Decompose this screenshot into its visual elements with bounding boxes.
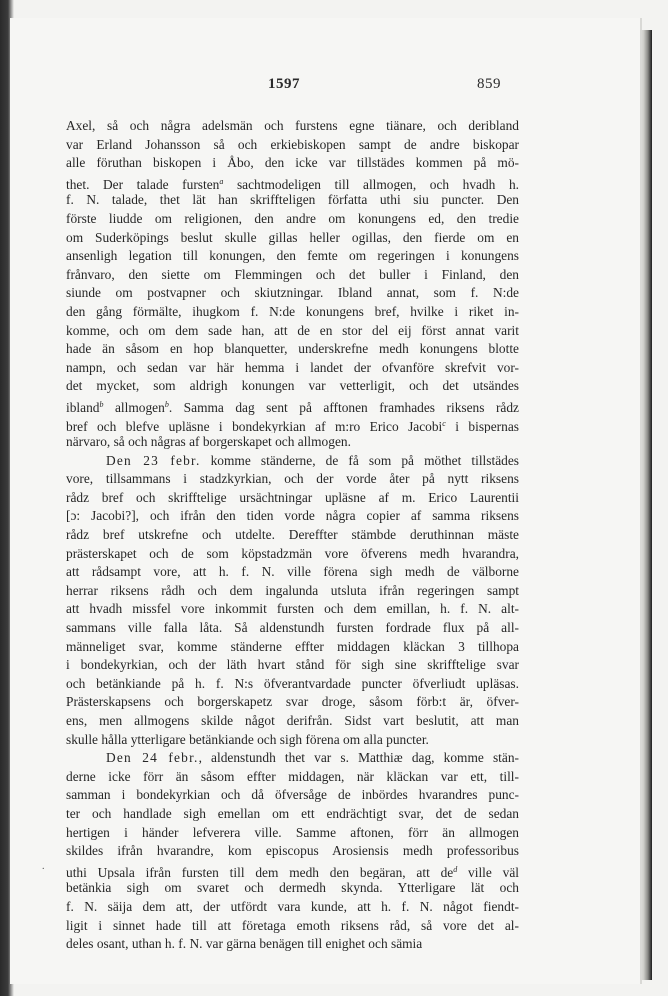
- text-line: den gång förmälte, ihugkom f. N:de konungens bref, hvilke i riket in-: [66, 303, 519, 319]
- text-line: f. N. talade, thet lät han skriffteligen författa uthi siu puncter. Den: [66, 192, 519, 208]
- text-line: [66, 452, 519, 471]
- text-line: alle föruthan biskopen i Åbo, den icke var tillstädes kommen på mö-: [66, 155, 519, 171]
- text-line: siunde om postvapner och skiutzningar. Ibland annat, som f. N:de: [66, 285, 519, 301]
- text-line: och betänkiande på h. f. N:s öfverantvardade puncter öfverliudt upläsas.: [66, 675, 519, 691]
- text-line: komme, och om dem sade han, att de en stor del eij först annat varit: [66, 322, 519, 338]
- text-line: skulle hålla ytterligare betänkiande och sigh förena om alla puncter.: [66, 731, 429, 747]
- text-line: [ɔ: Jacobi?], och ifrån den tiden vorde några copier af samma riksens: [66, 508, 519, 524]
- text-line: var Erland Johansson så och erkiebiskopen sampt de andre biskopar: [66, 136, 519, 152]
- date-heading: Den 24 febr.: [106, 750, 199, 766]
- margin-mark: .: [42, 861, 45, 872]
- text-line: att hvadh missfel vore inkommit fursten och dem emillan, h. f. N. alt-: [66, 601, 519, 617]
- text-line: herrar riksens rådh och dem ingalunda utsluta ifrån regeringen sampt: [66, 582, 519, 598]
- text-line: frånvaro, den siette om Flemmingen och det buller i Finland, den: [66, 266, 519, 282]
- text-line: ansenligh legation till konungen, den femte om regeringen i konungens: [66, 248, 519, 264]
- text-segment: ville väl: [457, 864, 519, 880]
- text-line: hade än såsom en hop blanquetter, underskrefne medh konungens blotte: [66, 341, 519, 357]
- text-line: samman i bondekyrkian och då öfversåge de inbördes hvarandres punc-: [66, 787, 519, 803]
- footnote-marker: d: [453, 864, 458, 874]
- body-text: [66, 117, 519, 954]
- text-line: ligit i sinnet hade till att företaga emoth riksens råd, så vore det al-: [66, 917, 519, 933]
- text-line: att rådsampt vore, att h. f. N. ville förena sigh medh de välborne: [66, 564, 519, 580]
- text-line: sammans ville falla låta. Så aldenstundh fursten fordrade flux på all-: [66, 620, 519, 636]
- text-line: rådz bref utskrefne och utdelte. Dereffter stämbde deruthinnan mäste: [66, 527, 519, 543]
- running-head: [10, 76, 640, 100]
- text-line: nampn, och sedan var här hemma i landet der ofvanföre skrefvit vor-: [66, 359, 519, 375]
- text-line: om Suderköpings beslut skulle gillas heller ogillas, den fierde om en: [66, 229, 519, 245]
- text-line: Prästerskapsens och borgerskapetz svar droge, såsom förb:t är, öfver-: [66, 694, 519, 710]
- text-line: skildes ifrån hvarandre, kom episcopus Arosiensis medh professoribus: [66, 843, 519, 859]
- text-line: derne icke förr än såsom effter middagen, när kläckan var ett, till-: [66, 768, 519, 784]
- text-line: förste liudde om religionen, den andre om konungens ed, den tredie: [66, 210, 519, 226]
- text-line: f. N. säija dem att, der utfördt vara kunde, att h. f. N. något fiendt-: [66, 898, 519, 914]
- footnote-marker: c: [442, 418, 446, 428]
- text-line: [66, 415, 519, 434]
- text-segment: . Samma dag sent på afftonen framhades riksens rådz: [168, 399, 519, 415]
- text-line: ens, men allmogens skilde något derifrån. Sidst vart beslutit, att man: [66, 713, 519, 728]
- text-line: männeliget svar, komme ständerne effter middagen kläckan 3 tillhopa: [66, 638, 519, 654]
- text-segment: allmogen: [103, 399, 165, 415]
- text-line: rådz bref och skrifftelige ursächtningar upläsne af m. Erico Laurentii: [66, 489, 519, 505]
- date-heading: Den 23 febr.: [106, 452, 201, 468]
- text-segment: thet. Der talade fursten: [66, 176, 220, 192]
- text-line: betänkia sigh om svaret och dermedh skynda. Ytterligare lät och: [66, 880, 519, 896]
- page-edge: [638, 30, 652, 980]
- page-year: 1597: [268, 76, 300, 92]
- text-segment: , aldenstundh thet var s. Matthiæ dag, komme stän-: [198, 750, 519, 766]
- page-number: 859: [477, 76, 501, 92]
- text-line: deles osant, uthan h. f. N. var gärna benägen till enighet och sämia: [66, 936, 423, 952]
- text-line: prästerskapet och de som köpstadzmän vore öfverens medh hvarandra,: [66, 545, 519, 561]
- text-line: [66, 173, 519, 192]
- text-segment: sachtmodeligen till allmogen, och hvadh h.: [223, 176, 519, 192]
- text-line: [66, 749, 519, 768]
- text-segment: ibland: [66, 399, 100, 415]
- text-segment: uthi Upsala ifrån fursten till dem medh den begäran, att de: [66, 864, 454, 880]
- text-line: Axel, så och några adelsmän och furstens egne tiänare, och deribland: [66, 118, 519, 133]
- book-page: [10, 18, 640, 984]
- text-line: hertigen i händer lefverera ville. Samme aftonen, förr än allmogen: [66, 824, 519, 840]
- footnote-marker: b: [99, 399, 104, 409]
- text-segment: i bispernas: [445, 418, 519, 434]
- text-line: [66, 861, 519, 880]
- footnote-marker: b: [164, 399, 169, 409]
- text-line: närvaro, så och någras af borgerskapet och allmogen.: [66, 434, 351, 450]
- text-segment: komme ständerne, de få som på möthet tillstädes: [200, 452, 519, 468]
- text-line: det mycket, som aldrigh konungen var vetterligit, och det utsändes: [66, 378, 519, 394]
- footnote-marker: a: [219, 176, 224, 186]
- text-segment: bref och blefve upläsne i bondekyrkian af m:ro Erico Jacobi: [66, 418, 443, 434]
- text-line: i bondekyrkian, och der läth hvart stånd för sigh sine skrifftelige svar: [66, 657, 519, 673]
- text-line: vore, tillsammans i stadzkyrkian, och der vorde åter på nytt riksens: [66, 471, 519, 487]
- text-line: ter och handlade sigh emellan om ett endrächtigt svar, det de sedan: [66, 805, 519, 821]
- text-line: [66, 396, 519, 415]
